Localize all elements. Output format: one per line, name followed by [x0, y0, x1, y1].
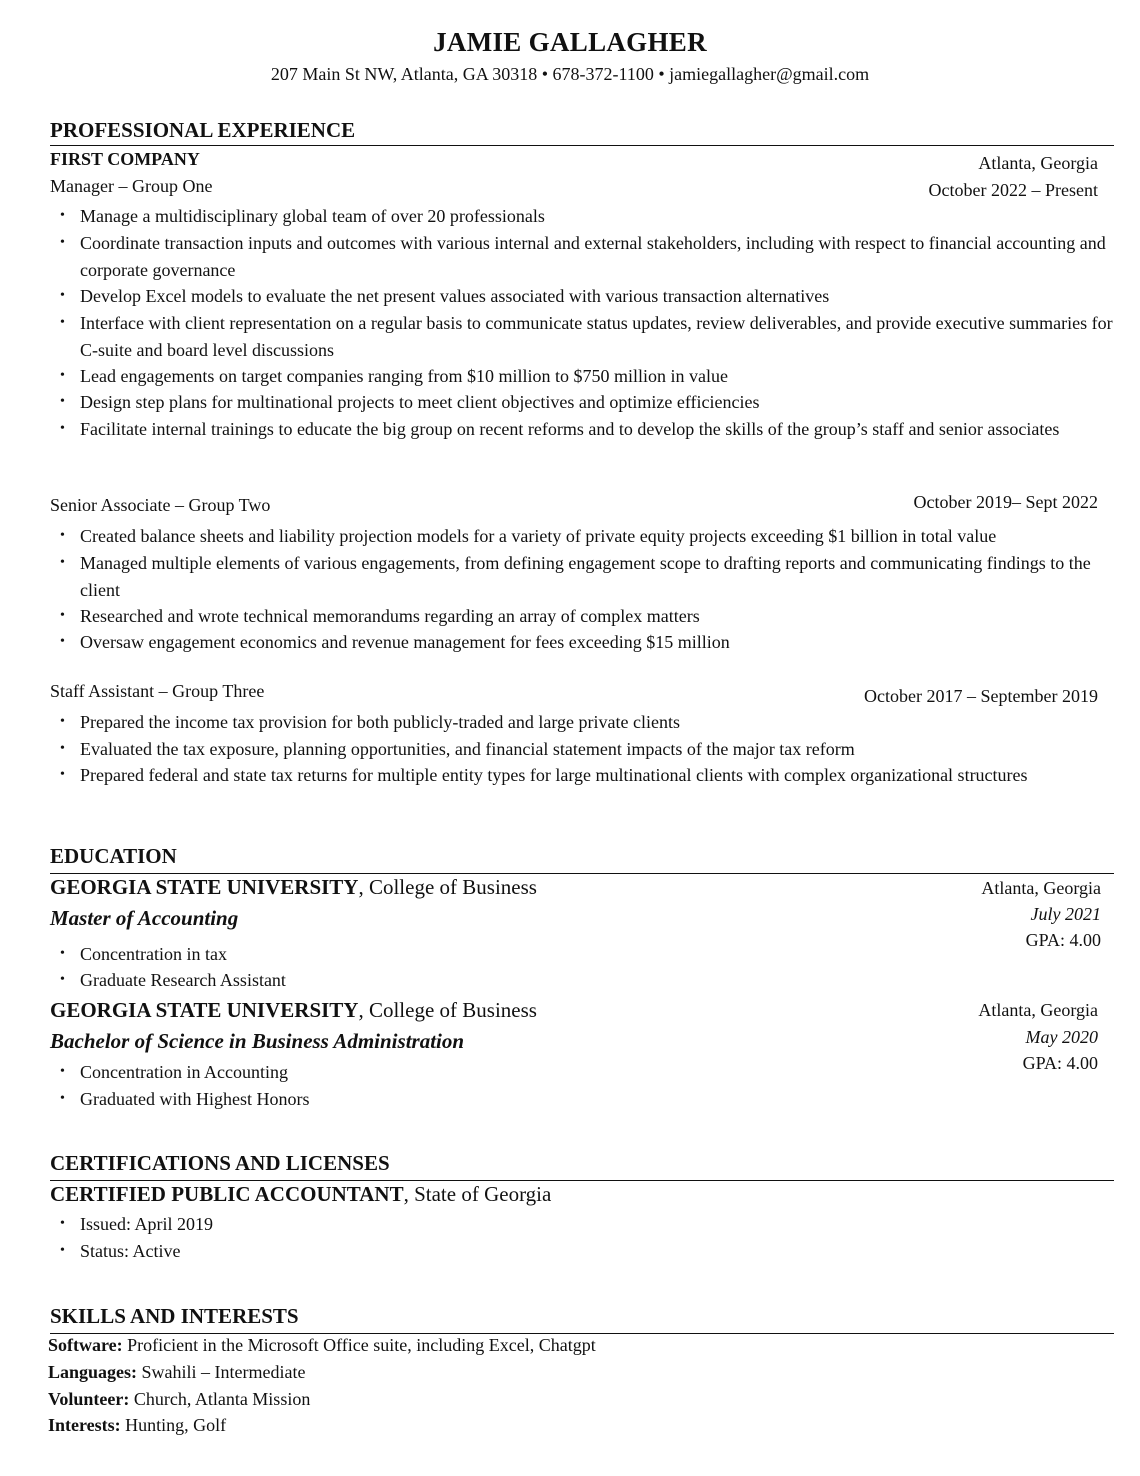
section-rule	[50, 873, 1114, 874]
certification-title: CERTIFIED PUBLIC ACCOUNTANT	[50, 1182, 404, 1206]
list-item: • Evaluated the tax exposure, planning opportunities, and financial statement impacts of the major tax reform	[80, 736, 1120, 763]
role-dates: October 2019– Sept 2022	[913, 492, 1098, 512]
skill-line	[48, 1335, 596, 1356]
company-location: Atlanta, Georgia	[978, 153, 1098, 173]
role-dates: October 2017 – September 2019	[864, 686, 1098, 706]
contact-line: 207 Main St NW, Atlanta, GA 30318 • 678-372-1100 • jamiegallagher@gmail.com	[270, 64, 870, 84]
candidate-name: JAMIE GALLAGHER	[433, 27, 707, 57]
school-location: Atlanta, Georgia	[978, 1000, 1098, 1020]
school-name	[50, 875, 537, 900]
degree-title: Bachelor of Science in Business Administration	[50, 1029, 465, 1053]
list-item: • Managed multiple elements of various engagements, from defining engagement scope to drafting reports and communicating findings to the client	[80, 550, 1120, 603]
skill-line	[48, 1362, 305, 1383]
list-item: • Develop Excel models to evaluate the net present values associated with various transaction alternatives	[80, 283, 1120, 310]
school-title: GEORGIA STATE UNIVERSITY	[50, 875, 359, 899]
section-heading-experience: PROFESSIONAL EXPERIENCE	[50, 118, 356, 142]
list-item: • Interface with client representation on a regular basis to communicate status updates, review deliverables, and provide executive summaries for C-suite and board level discussions	[80, 310, 1120, 363]
skill-line	[48, 1415, 226, 1436]
list-item: • Graduated with Highest Honors	[80, 1086, 1120, 1113]
skill-label: Volunteer:	[48, 1389, 130, 1409]
section-heading-skills: SKILLS AND INTERESTS	[50, 1304, 299, 1328]
list-item: • Graduate Research Assistant	[80, 967, 1120, 994]
role-title: Staff Assistant – Group Three	[50, 681, 265, 701]
skill-label: Languages:	[48, 1362, 138, 1382]
list-item: • Facilitate internal trainings to educate the big group on recent reforms and to develop the skills of the group’s staff and senior associates	[80, 416, 1120, 443]
degree-date: May 2020	[1025, 1027, 1098, 1047]
skill-value: Swahili – Intermediate	[137, 1362, 306, 1382]
section-heading-education: EDUCATION	[50, 844, 177, 868]
school-location: Atlanta, Georgia	[981, 878, 1101, 898]
list-item: • Coordinate transaction inputs and outcomes with various internal and external stakeholders, including with respect to financial accounting and corporate governance	[80, 230, 1120, 283]
role-title: Manager – Group One	[50, 176, 213, 196]
school-name	[50, 998, 537, 1023]
gpa: GPA: 4.00	[1025, 930, 1101, 950]
gpa: GPA: 4.00	[1022, 1053, 1098, 1073]
role-title: Senior Associate – Group Two	[50, 495, 271, 515]
school-college: , College of Business	[358, 875, 537, 899]
list-item: • Issued: April 2019	[80, 1211, 1120, 1238]
list-item: • Prepared federal and state tax returns for multiple entity types for large multinational clients with complex organizational structures	[80, 762, 1120, 789]
skill-label: Interests:	[48, 1415, 121, 1435]
skill-value: Hunting, Golf	[120, 1415, 227, 1435]
skill-label: Software:	[48, 1335, 123, 1355]
skill-value: Proficient in the Microsoft Office suite, including Excel, Chatgpt	[122, 1335, 596, 1355]
company-name: FIRST COMPANY	[50, 149, 200, 169]
section-rule	[50, 1333, 1114, 1334]
skill-value: Church, Atlanta Mission	[129, 1389, 311, 1409]
certification-name	[50, 1182, 551, 1207]
school-college: , College of Business	[358, 998, 537, 1022]
list-item: • Concentration in Accounting	[80, 1059, 1120, 1086]
degree-title: Master of Accounting	[50, 906, 239, 930]
school-title: GEORGIA STATE UNIVERSITY	[50, 998, 359, 1022]
certification-issuer: , State of Georgia	[403, 1182, 552, 1206]
list-item: • Created balance sheets and liability projection models for a variety of private equity projects exceeding $1 billion in total value	[80, 523, 1120, 550]
list-item: • Concentration in tax	[80, 941, 1120, 968]
list-item: • Design step plans for multinational projects to meet client objectives and optimize efficiencies	[80, 389, 1120, 416]
list-item: • Lead engagements on target companies ranging from $10 million to $750 million in value	[80, 363, 1120, 390]
skill-line	[48, 1389, 310, 1410]
list-item: • Status: Active	[80, 1238, 1120, 1265]
section-rule	[50, 145, 1114, 146]
list-item: • Oversaw engagement economics and revenue management for fees exceeding $15 million	[80, 629, 1120, 656]
list-item: • Prepared the income tax provision for both publicly-traded and large private clients	[80, 709, 1120, 736]
list-item: • Researched and wrote technical memorandums regarding an array of complex matters	[80, 603, 1120, 630]
role-dates: October 2022 – Present	[928, 180, 1098, 200]
degree-date: July 2021	[1030, 904, 1101, 924]
list-item: • Manage a multidisciplinary global team of over 20 professionals	[80, 203, 1120, 230]
section-heading-certifications: CERTIFICATIONS AND LICENSES	[50, 1151, 390, 1175]
section-rule	[50, 1180, 1114, 1181]
